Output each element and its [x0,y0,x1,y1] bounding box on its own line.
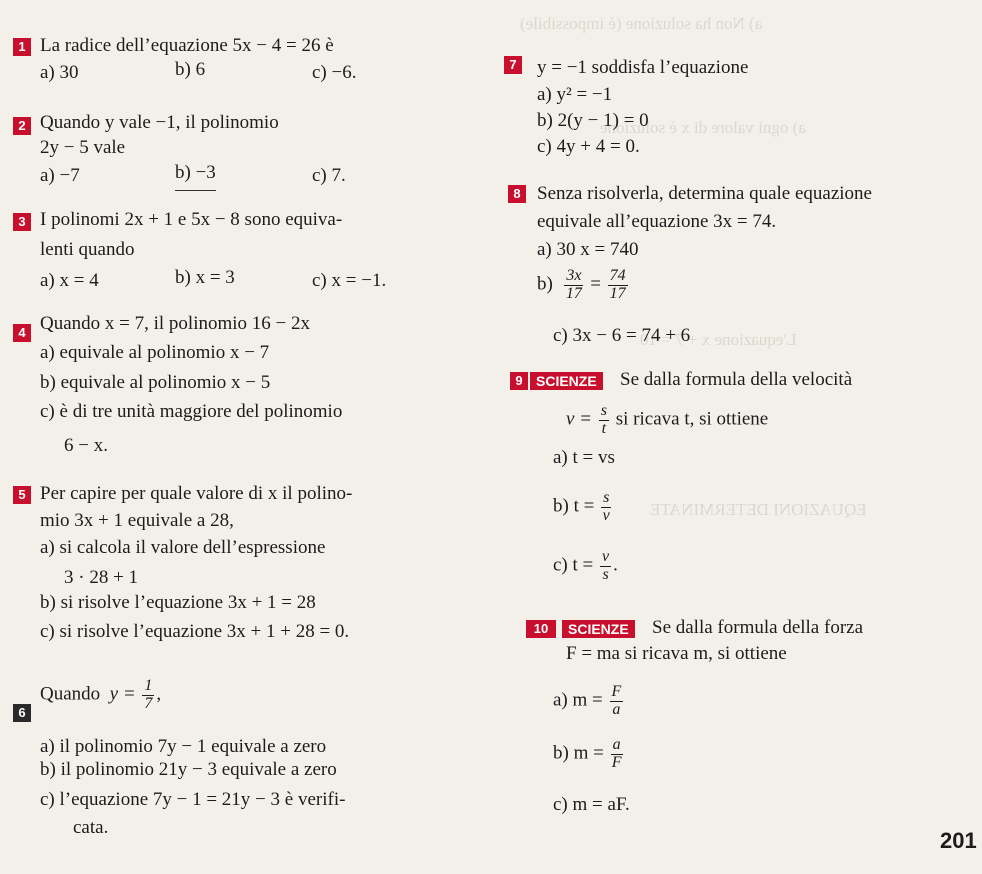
exercise-5-option-a-continued: 3 · 28 + 1 [64,567,139,588]
exercise-7-option-c: c) 4y + 4 = 0. [537,136,640,157]
exercise-8-option-c: c) 3x − 6 = 74 + 6 [553,325,691,346]
exercise-6-option-c-continued: cata. [73,817,109,838]
exercise-7-option-a: a) y² = −1 [537,84,613,105]
show-through-text: a) Non ha soluzione (è impossibile) [520,14,763,33]
exercise-7-line-1: y = −1 soddisfa l’equazione [537,57,749,78]
exercise-9-option-c-fraction: $\frac{v}{s}$ [602,548,610,583]
exercise-10-option-b: b) m = $\frac{a}{F}$ [553,736,622,771]
exercise-number-9: 9 [510,372,528,390]
exercise-2-line-1: Quando y vale −1, il polinomio [40,112,279,133]
exercise-9-velocity-fraction: $\frac{s}{t}$ [600,402,607,437]
exercise-5-option-c: c) si risolve l’equazione 3x + 1 + 28 = 0. [40,621,350,642]
exercise-3-option-b: b) x = 3 [175,267,235,288]
exercise-10-science-tag: SCIENZE [562,620,635,638]
exercise-2-option-a: a) −7 [40,165,80,186]
exercise-9-line-1: Se dalla formula della velocità [620,369,853,390]
exercise-4-option-c: c) è di tre unità maggiore del polinomio [40,401,343,422]
exercise-2-option-b: b) −3 [175,163,216,191]
exercise-8-line-2: equivale all’equazione 3x = 74. [537,211,777,232]
exercise-1-option-b: b) 6 [175,59,206,80]
exercise-number-2: 2 [13,117,31,135]
exercise-3-line-2: lenti quando [40,239,135,260]
exercise-5-line-1: Per capire per quale valore di x il polino- [40,483,353,504]
exercise-6-option-c: c) l’equazione 7y − 1 = 21y − 3 è verifi- [40,789,346,810]
exercise-9-line-2: v = $\frac{s}{t}$ si ricava t, si ottiene [566,402,769,437]
exercise-10-option-c: c) m = aF. [553,794,630,815]
exercise-10-option-a-fraction: $\frac{F}{a}$ [611,683,622,718]
exercise-9-option-c: c) t = $\frac{v}{s}$ . [553,548,618,583]
exercise-6-option-b: b) il polinomio 21y − 3 equivale a zero [40,759,337,780]
exercise-4-option-b: b) equivale al polinomio x − 5 [40,372,271,393]
exercise-8-fraction-left: $\frac{3x}{17}$ [565,267,582,302]
exercise-2-option-c: c) 7. [312,165,346,186]
exercise-4-option-a: a) equivale al polinomio x − 7 [40,342,270,363]
exercise-6-when: Quando [40,683,101,705]
exercise-3-line-1: I polinomi 2x + 1 e 5x − 8 sono equiva- [40,209,343,230]
exercise-number-5: 5 [13,486,31,504]
exercise-1-question: La radice dell’equazione 5x − 4 = 26 è [40,35,334,56]
exercise-9-option-b-fraction: $\frac{s}{v}$ [602,489,610,524]
exercise-8-option-b: b) $\frac{3x}{17}$ = $\frac{74}{17}$ [537,267,626,302]
exercise-6-line-1 [40,678,161,713]
exercise-9-option-b: b) t = $\frac{s}{v}$ [553,489,610,524]
page-number: 201 [940,828,977,853]
exercise-5-line-2: mio 3x + 1 equivale a 28, [40,510,234,531]
exercise-5-option-b: b) si risolve l’equazione 3x + 1 = 28 [40,592,316,613]
exercise-10-line-1: Se dalla formula della forza [652,617,864,638]
exercise-6-eq-end: , [156,683,162,705]
show-through-text: L'equazione x + 7 = 10 [640,330,797,349]
show-through-text: EQUAZIONI DETERMINATE [650,500,867,519]
exercise-number-7: 7 [504,56,522,74]
exercise-4-line-1: Quando x = 7, il polinomio 16 − 2x [40,313,311,334]
exercise-6-eq-left: y = [109,683,136,705]
exercise-7-option-b: b) 2(y − 1) = 0 [537,110,649,131]
exercise-6-fraction: $\frac{1}{7}$ [144,677,153,712]
exercise-10-option-a: a) m = $\frac{F}{a}$ [553,683,622,718]
exercise-10-option-b-fraction: $\frac{a}{F}$ [611,736,622,771]
exercise-2-line-2: 2y − 5 vale [40,137,126,158]
exercise-9-science-tag: SCIENZE [530,372,603,390]
exercise-3-option-a: a) x = 4 [40,270,99,291]
exercise-6-option-a: a) il polinomio 7y − 1 equivale a zero [40,736,327,757]
exercise-number-8: 8 [508,185,526,203]
exercise-number-6: 6 [13,704,31,722]
exercise-8-option-a: a) 30 x = 740 [537,239,639,260]
exercise-8-line-1: Senza risolverla, determina quale equazione [537,183,872,204]
exercise-1-option-c: c) −6. [312,62,357,83]
show-through-text: a) ogni valore di x è soluzione [600,118,806,137]
exercise-5-option-a: a) si calcola il valore dell’espressione [40,537,326,558]
exercise-9-option-a: a) t = vs [553,447,615,468]
exercise-number-10: 10 [526,620,556,638]
exercise-1-option-a: a) 30 [40,62,79,83]
exercise-4-option-c-continued: 6 − x. [64,435,108,456]
exercise-number-3: 3 [13,213,31,231]
exercise-3-option-c: c) x = −1. [312,270,387,291]
exercise-number-4: 4 [13,324,31,342]
exercise-10-line-2: F = ma si ricava m, si ottiene [566,643,787,664]
exercise-8-fraction-right: $\frac{74}{17}$ [609,267,626,302]
exercise-number-1: 1 [13,38,31,56]
